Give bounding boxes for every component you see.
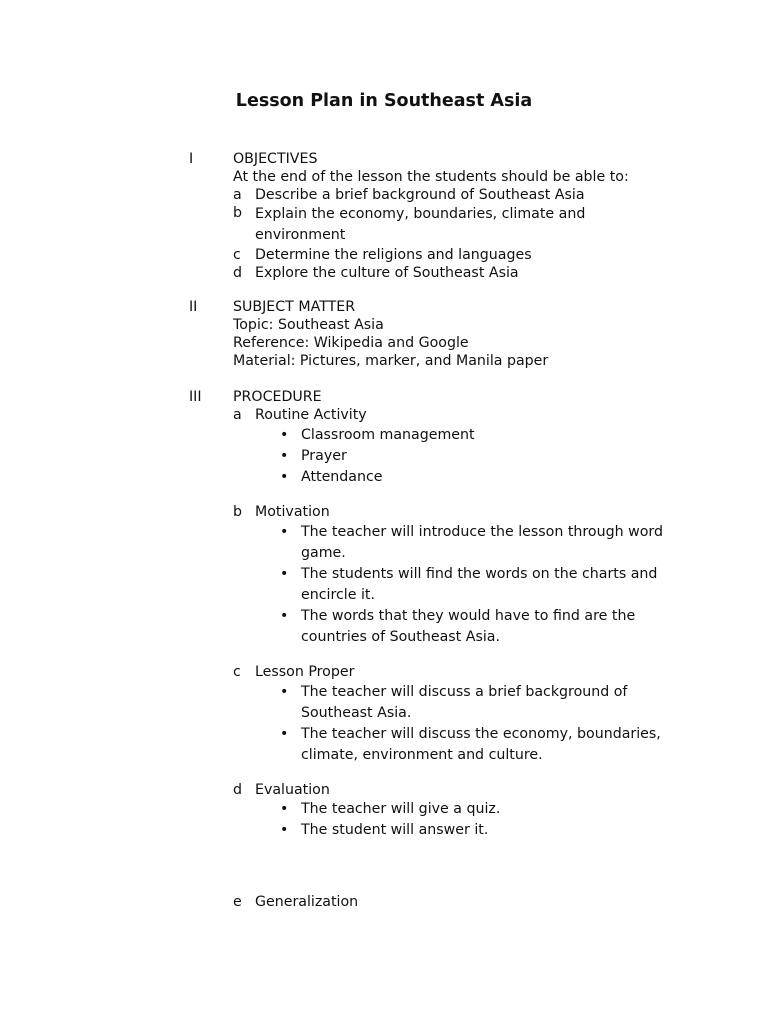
- objectives-intro: At the end of the lesson the students should be able to:: [233, 169, 629, 185]
- subject-topic: Topic: Southeast Asia: [233, 317, 384, 333]
- list-item: • Prayer: [280, 448, 347, 464]
- page-title: Lesson Plan in Southeast Asia: [235, 91, 533, 111]
- list-item: • The teacher will introduce the lesson through word game.: [280, 524, 663, 561]
- list-item: • The words that they would have to find are the countries of Southeast Asia.: [280, 608, 636, 645]
- section-numeral: II: [189, 299, 198, 315]
- list-item: • The students will find the words on the charts and encircle it.: [280, 566, 658, 603]
- list-item: • Attendance: [280, 469, 383, 485]
- procedure-step: e Generalization: [233, 894, 359, 910]
- list-item: • The teacher will discuss the economy, boundaries, climate, environment and culture.: [280, 726, 661, 763]
- procedure-step: b Motivation: [233, 504, 330, 520]
- section-heading: PROCEDURE: [233, 389, 322, 405]
- procedure-step: c Lesson Proper: [233, 664, 355, 680]
- objective-item: a Describe a brief background of Southeast Asia: [233, 187, 585, 203]
- procedure-step: a Routine Activity: [233, 407, 367, 423]
- section-heading: SUBJECT MATTER: [233, 299, 356, 315]
- section-numeral: I: [189, 151, 194, 167]
- objective-item: d Explore the culture of Southeast Asia: [233, 265, 519, 281]
- objective-item: b Explain the economy, boundaries, climate and environment: [233, 205, 586, 243]
- objective-item: c Determine the religions and languages: [233, 247, 532, 263]
- list-item: • Classroom management: [280, 427, 475, 443]
- section-numeral: III: [189, 389, 202, 405]
- procedure-step: d Evaluation: [233, 782, 330, 798]
- subject-material: Material: Pictures, marker, and Manila paper: [233, 353, 549, 369]
- list-item: • The teacher will give a quiz.: [280, 801, 501, 817]
- list-item: • The student will answer it.: [280, 822, 489, 838]
- list-item: • The teacher will discuss a brief background of Southeast Asia.: [280, 684, 628, 721]
- subject-reference: Reference: Wikipedia and Google: [233, 335, 469, 351]
- section-heading: OBJECTIVES: [233, 151, 318, 167]
